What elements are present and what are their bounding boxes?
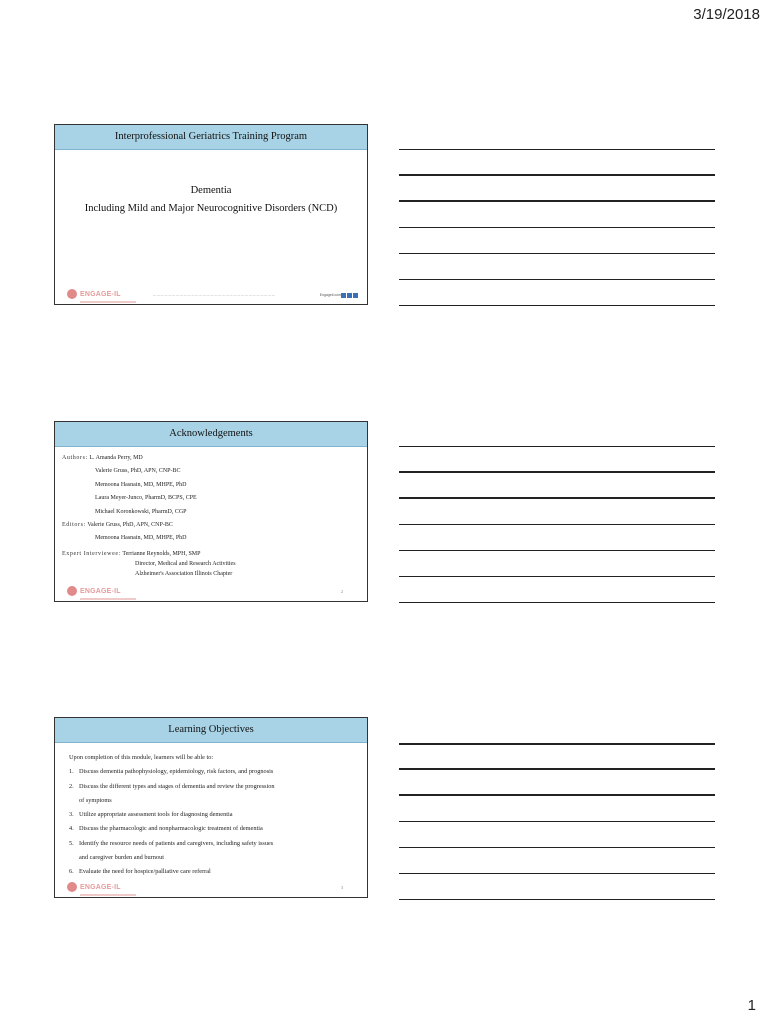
note-line [399, 305, 715, 306]
slide-header: Interprofessional Geriatrics Training Program [55, 125, 367, 150]
note-line [399, 253, 715, 254]
author-name: L. Amanda Perry, MD [89, 455, 143, 461]
funding-fineprint: — — — — — — — — — — — — — — — — — — — — — — — — — — — — — — — — [153, 293, 275, 297]
logo-tagline-bar [80, 301, 136, 303]
print-date: 3/19/2018 [693, 6, 760, 23]
note-line [399, 446, 715, 447]
author-name: Valerie Gruss, PhD, APN, CNP-BC [95, 468, 181, 475]
note-line [399, 279, 715, 280]
engage-il-logo [67, 289, 121, 299]
note-line [399, 847, 715, 848]
objective-item: 4. Discuss the pharmacologic and nonpharmacologic treatment of dementia [69, 825, 263, 833]
slide-1-thumbnail [54, 124, 368, 305]
slide-header: Acknowledgements [55, 422, 367, 447]
slide-2-thumbnail [54, 421, 368, 602]
slide-3-thumbnail [54, 717, 368, 898]
authors-label: Authors: [62, 455, 88, 461]
twitter-icon [347, 293, 352, 298]
note-line [399, 471, 715, 473]
objective-item: 1. Discuss dementia pathophysiology, epidemiology, risk factors, and prognosis [69, 768, 274, 776]
logo-tagline-bar [80, 894, 136, 896]
facebook-icon [341, 293, 346, 298]
objectives-body [55, 743, 367, 880]
logo-text: ENGAGE-IL [80, 290, 121, 298]
slide-header: Learning Objectives [55, 718, 367, 743]
note-line [399, 497, 715, 499]
slide-number: 2 [341, 589, 343, 594]
note-line [399, 149, 715, 150]
objective-item: 2. Discuss the different types and stages of dementia and review the progression [69, 782, 275, 790]
note-line [399, 227, 715, 228]
logo-tagline-bar [80, 598, 136, 600]
author-name: Laura Meyer-Junco, PharmD, BCPS, CPE [95, 495, 197, 502]
slide-title: Dementia [190, 185, 232, 196]
objective-item: 3. Utilize appropriate assessment tools for diagnosing dementia [69, 811, 233, 819]
expert-organization: Alzheimer's Association Illinois Chapter [135, 570, 233, 577]
slide-footer [55, 875, 367, 897]
note-line [399, 899, 715, 900]
logo-text: ENGAGE-IL [80, 883, 121, 891]
logo-seal-icon [67, 586, 77, 596]
note-line [399, 602, 715, 603]
social-icons [341, 293, 358, 298]
note-line [399, 524, 715, 525]
slide-footer [55, 282, 367, 304]
note-line [399, 174, 715, 176]
objectives-intro: Upon completion of this module, learners will be able to: [69, 754, 214, 761]
acknowledgements-body [55, 447, 367, 579]
engage-il-logo [67, 586, 121, 596]
editor-name: Memoona Hasnain, MD, MHPE, PhD [95, 535, 187, 542]
logo-text: ENGAGE-IL [80, 587, 121, 595]
expert-title: Director, Medical and Research Activities [135, 560, 236, 567]
author-name: Memoona Hasnain, MD, MHPE, PhD [95, 481, 187, 488]
note-line [399, 550, 715, 551]
website-link: Engageil.com [319, 293, 341, 297]
page-number: 1 [747, 997, 756, 1014]
linkedin-icon [353, 293, 358, 298]
slide-subtitle: Including Mild and Major Neurocognitive Disorders (NCD) [84, 203, 338, 214]
engage-il-logo [67, 882, 121, 892]
note-line [399, 768, 715, 770]
note-line [399, 576, 715, 577]
objective-item: 6. Evaluate the need for hospice/palliative care referral [69, 868, 211, 876]
logo-seal-icon [67, 882, 77, 892]
slide-footer [55, 579, 367, 601]
objective-item-continued: and caregiver burden and burnout [79, 854, 164, 862]
note-line [399, 873, 715, 874]
objectives-list [69, 765, 353, 879]
note-line [399, 821, 715, 822]
objective-item-continued: of symptoms [79, 796, 112, 804]
editor-name: Valerie Gruss, PhD, APN, CNP-BC [87, 522, 173, 529]
slide-number: 3 [341, 885, 343, 890]
objective-item: 5. Identify the resource needs of patients and caregivers, including safety issues [69, 839, 274, 847]
logo-seal-icon [67, 289, 77, 299]
expert-name: Terrianne Reynolds, MPH, SMP [122, 550, 201, 557]
expert-label: Expert Interviewee: [62, 550, 121, 557]
editors-label: Editors: [62, 522, 86, 529]
note-line [399, 794, 715, 796]
author-name: Michael Koronkowski, PharmD, CGP [95, 508, 187, 515]
note-line [399, 200, 715, 202]
note-line [399, 743, 715, 745]
